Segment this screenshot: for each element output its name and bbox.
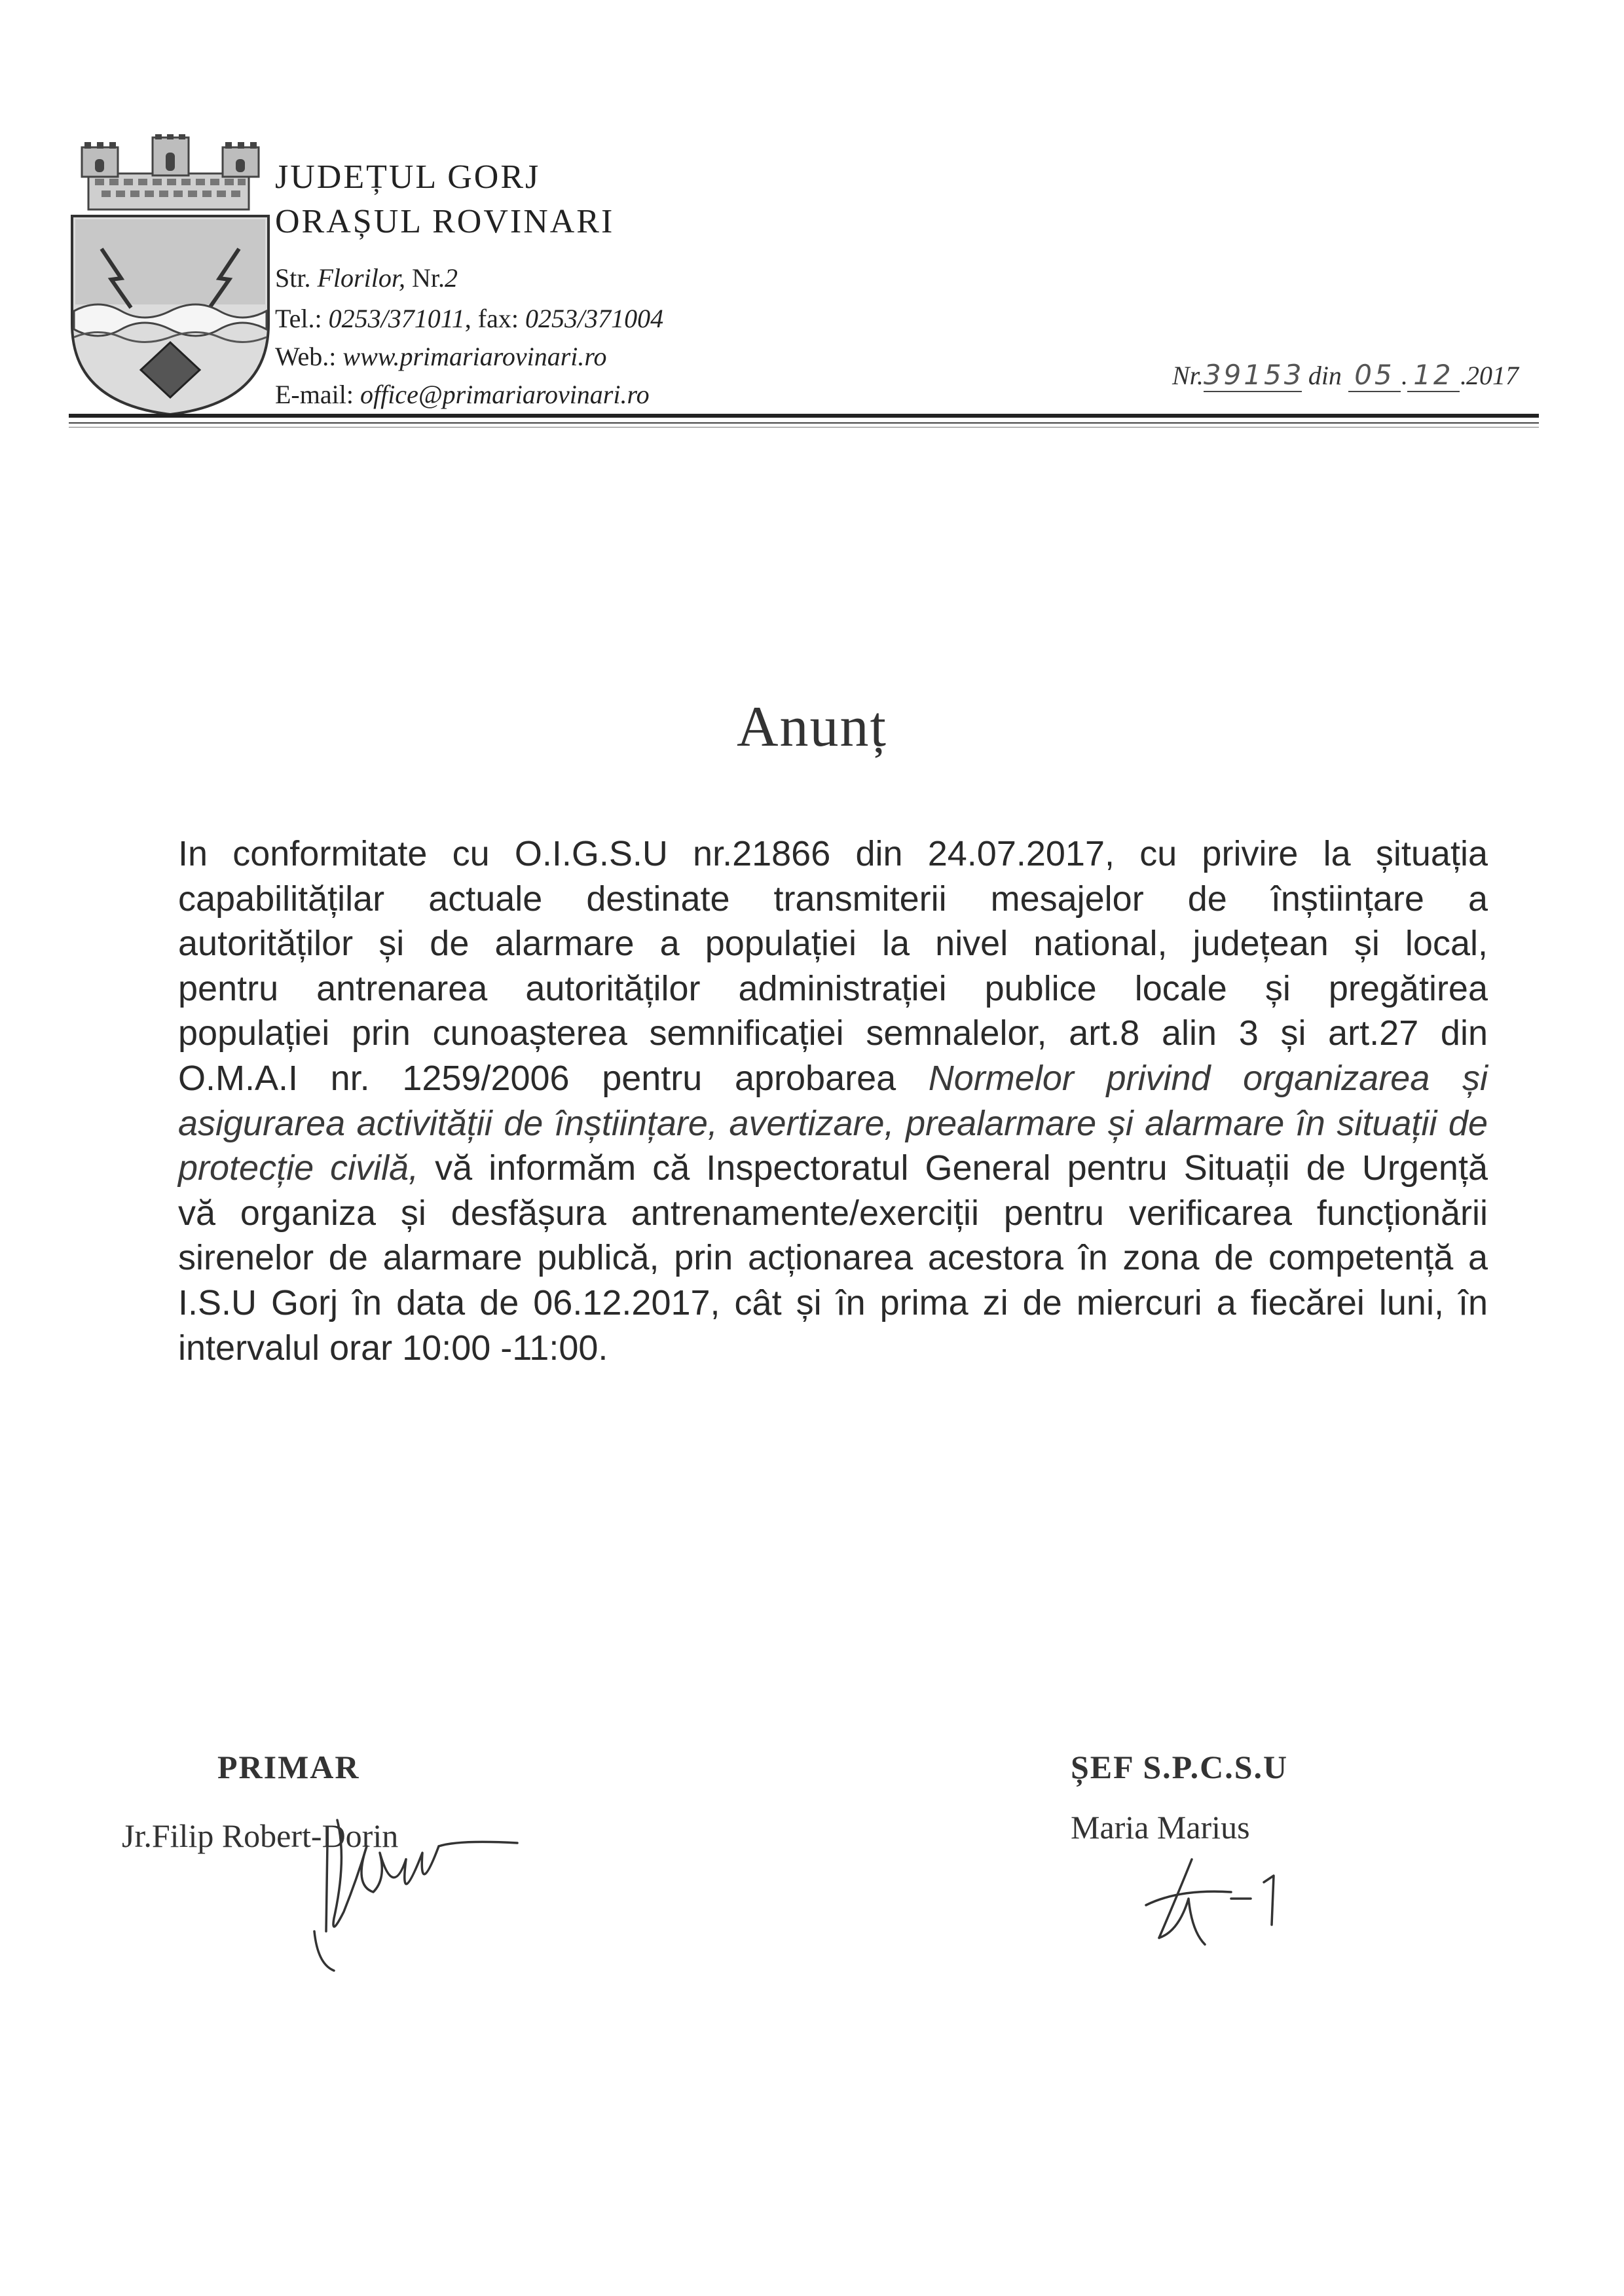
regulation-title-italic: asigurarea activității de înștiințare, avertizare, prealarmare și alarmare în situații de	[178, 1103, 1488, 1143]
town-name: ORAȘUL ROVINARI	[275, 203, 615, 240]
body-line: intervalul orar 10:00 -11:00.	[178, 1328, 608, 1368]
body-text-segment: O.M.A.I nr. 1259/2006 pentru aprobarea	[178, 1058, 896, 1098]
web-prefix: Web.:	[275, 342, 337, 371]
body-text-segment: vă informăm că Inspectoratul General pentru Situații de Urgență	[435, 1148, 1488, 1188]
tel-prefix: Tel.:	[275, 304, 322, 333]
tel-number: 0253/371011	[328, 304, 465, 333]
registration-number-value: 39153	[1203, 359, 1304, 391]
spcsu-chief-name: Maria Marius	[1071, 1809, 1250, 1846]
registration-day: 05	[1354, 359, 1395, 391]
web-url: www.primariarovinari.ro	[342, 342, 607, 371]
document-title: Anunț	[737, 695, 887, 759]
registration-date-label: din	[1308, 361, 1342, 390]
body-line: In conformitate cu O.I.G.S.U nr.21866 din 24.07.2017, cu privire la șituația	[178, 834, 1488, 873]
body-line: populației prin cunoașterea semnificației semnalelor, art.8 alin 3 și art.27 din	[178, 1013, 1488, 1053]
county-name: JUDEȚUL GORJ	[275, 158, 541, 196]
phone-line	[275, 306, 663, 332]
body-line: I.S.U Gorj în data de 06.12.2017, cât și în prima zi de miercuri a fiecărei luni, în	[178, 1283, 1488, 1322]
registration-month-field	[1407, 359, 1460, 392]
registration-number: Nr.39153 din 05 . 12 .2017	[1172, 359, 1519, 391]
fax-prefix: , fax:	[464, 304, 519, 333]
header-divider-hairline	[69, 427, 1539, 428]
registration-month: 12	[1413, 359, 1454, 391]
header-divider-thin	[69, 422, 1539, 424]
regulation-title-italic: protecție civilă,	[178, 1148, 419, 1188]
body-line: sirenelor de alarmare publică, prin acționarea acestora în zona de competență a	[178, 1238, 1488, 1278]
web-line	[275, 344, 606, 370]
fax-number: 0253/371004	[525, 304, 664, 333]
regulation-title-italic: Normelor privind organizarea și	[928, 1058, 1488, 1098]
body-line: vă organiza și desfășura antrenamente/exerciții pentru verificarea funcționării	[178, 1193, 1488, 1233]
body-line: pentru antrenarea autorităților administrației publice locale și pregătirea	[178, 968, 1488, 1008]
announcement-body	[178, 831, 1488, 1370]
spcsu-signature-icon	[1133, 1853, 1283, 1951]
spcsu-chief-title: ȘEF S.P.C.S.U	[1071, 1749, 1289, 1785]
registration-day-field	[1348, 359, 1401, 392]
shield-icon	[72, 216, 268, 414]
mayor-name: Jr.Filip Robert-Dorin	[122, 1817, 399, 1854]
email-line	[275, 382, 650, 408]
crown-icon	[82, 134, 259, 210]
email-prefix: E-mail:	[275, 380, 354, 409]
mayor-title: PRIMAR	[217, 1749, 360, 1785]
body-line	[178, 1056, 1488, 1101]
body-line: capabilitățilar actuale destinate transmiterii mesajelor de înștiințare a	[178, 879, 1488, 919]
registration-number-field	[1204, 359, 1302, 392]
address-number: 2	[444, 263, 458, 293]
email-address: office@primariarovinari.ro	[360, 380, 650, 409]
body-line	[178, 1146, 1488, 1191]
body-line: autorităților și de alarmare a populației la nivel national, județean și local,	[178, 924, 1488, 964]
address-line	[275, 265, 458, 291]
address-prefix: Str.	[275, 263, 311, 293]
address-street: Florilor,	[317, 263, 405, 293]
header-divider	[69, 414, 1539, 418]
registration-number-label: Nr.	[1172, 361, 1204, 390]
coat-of-arms-icon	[69, 134, 272, 416]
registration-year: 2017	[1466, 361, 1519, 390]
mayor-signature-icon	[308, 1781, 524, 1977]
address-number-prefix: Nr.	[411, 263, 445, 293]
